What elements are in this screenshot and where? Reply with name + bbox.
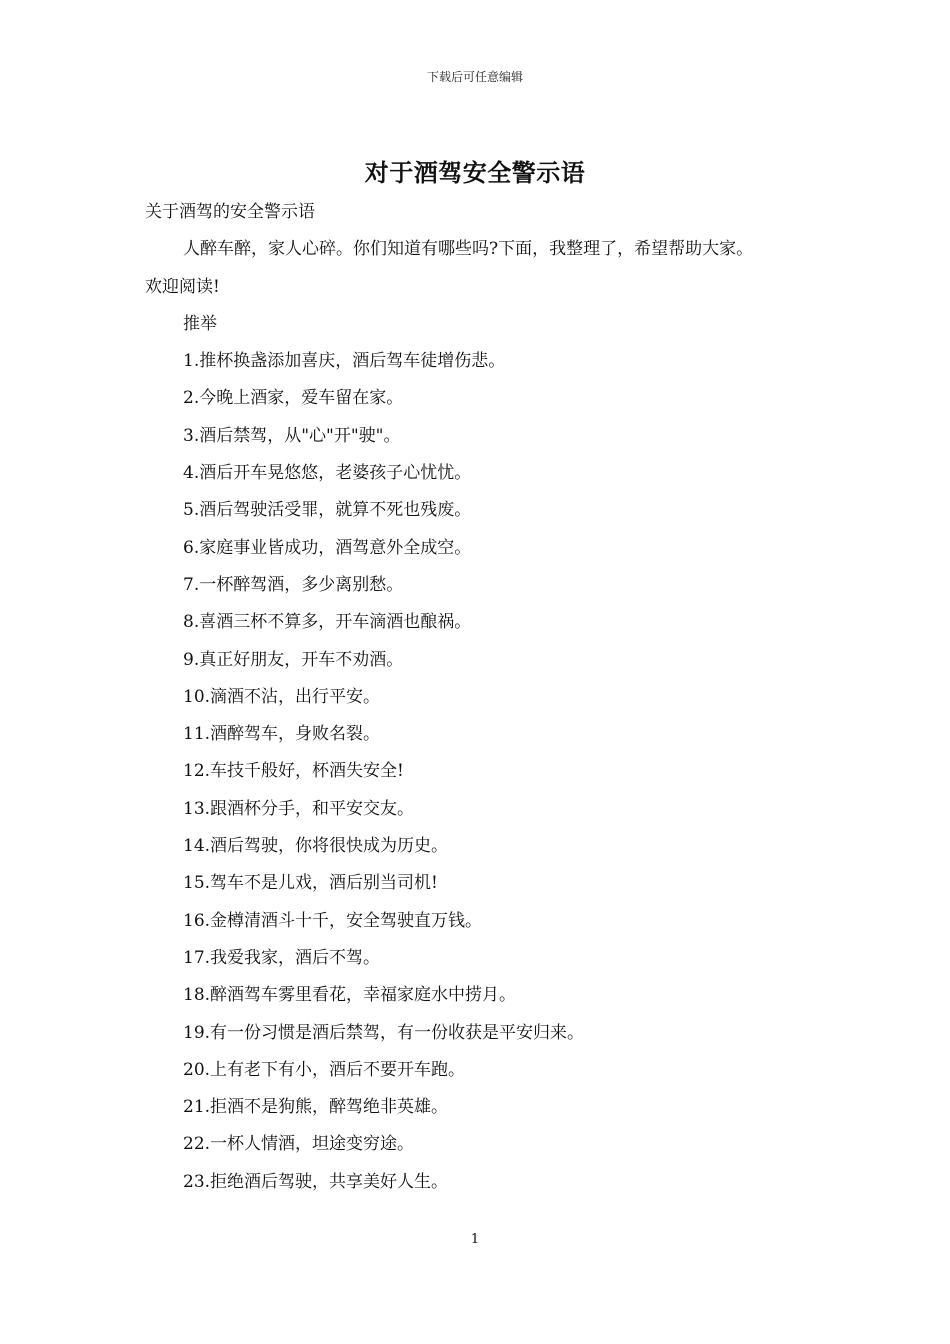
- section-label: 推举: [183, 313, 217, 334]
- list-item: 7.一杯醉驾酒，多少离别愁。: [183, 574, 404, 595]
- list-item: 17.我爱我家，酒后不驾。: [183, 947, 381, 968]
- list-item: 21.拒酒不是狗熊，醉驾绝非英雄。: [183, 1097, 449, 1118]
- list-item: 6.家庭事业皆成功，酒驾意外全成空。: [183, 537, 472, 558]
- list-item: 13.跟酒杯分手，和平安交友。: [183, 798, 415, 819]
- list-item: 10.滴酒不沾，出行平安。: [183, 686, 381, 707]
- list-item: 18.醉酒驾车雾里看花，幸福家庭水中捞月。: [183, 985, 517, 1006]
- intro-paragraph-line-2: 欢迎阅读!: [145, 276, 220, 297]
- list-item: 4.酒后开车晃悠悠，老婆孩子心忧忧。: [183, 463, 472, 484]
- document-subtitle: 关于酒驾的安全警示语: [145, 202, 315, 222]
- list-item: 19.有一份习惯是酒后禁驾，有一份收获是平安归来。: [183, 1022, 585, 1043]
- list-item: 22.一杯人情酒，坦途变穷途。: [183, 1134, 415, 1155]
- intro-paragraph-line-1: 人醉车醉，家人心碎。你们知道有哪些吗?下面，我整理了，希望帮助大家。: [183, 239, 754, 260]
- list-item: 20.上有老下有小，酒后不要开车跑。: [183, 1059, 466, 1080]
- page-number: 1: [470, 1232, 480, 1247]
- list-item: 9.真正好朋友，开车不劝酒。: [183, 649, 404, 670]
- list-item: 14.酒后驾驶，你将很快成为历史。: [183, 836, 449, 857]
- list-item: 3.酒后禁驾，从"心"开"驶"。: [183, 425, 401, 446]
- list-item: 12.车技千般好，杯酒失安全!: [183, 761, 404, 782]
- list-item: 5.酒后驾驶活受罪，就算不死也残废。: [183, 500, 472, 521]
- slogan-list: [145, 343, 825, 1201]
- list-item: 15.驾车不是儿戏，酒后别当司机!: [183, 873, 438, 894]
- list-item: 8.喜酒三杯不算多，开车滴酒也酿祸。: [183, 612, 472, 633]
- list-item: 16.金樽清酒斗十千，安全驾驶直万钱。: [183, 910, 483, 931]
- document-body: [145, 194, 825, 1201]
- list-item: 1.推杯换盏添加喜庆，酒后驾车徒增伤悲。: [183, 351, 506, 372]
- document-title: 对于酒驾安全警示语: [364, 158, 586, 187]
- list-item: 23.拒绝酒后驾驶，共享美好人生。: [183, 1171, 449, 1192]
- list-item: 11.酒醉驾车，身败名裂。: [183, 724, 381, 745]
- list-item: 2.今晚上酒家，爱车留在家。: [183, 388, 404, 409]
- page-header: 下载后可任意编辑: [426, 70, 523, 84]
